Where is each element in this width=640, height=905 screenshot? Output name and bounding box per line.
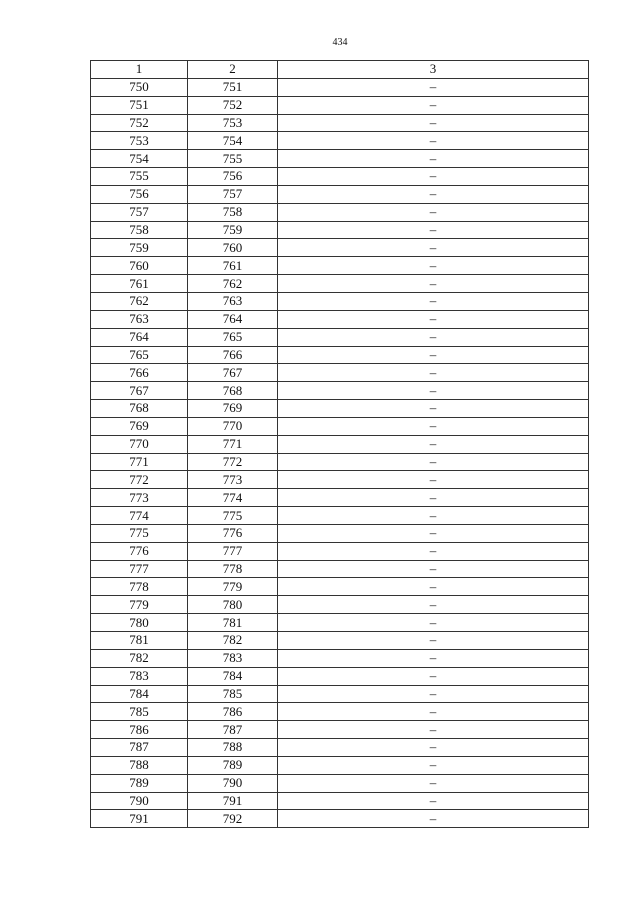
table-row — [91, 168, 589, 186]
table-row — [91, 810, 589, 828]
table-cell-col-1: 771 — [91, 453, 188, 471]
table-cell-col-3: – — [278, 810, 589, 828]
table-cell-col-2: 757 — [188, 185, 278, 203]
table-cell-col-2: 780 — [188, 596, 278, 614]
table-cell-col-1: 787 — [91, 739, 188, 757]
table-row — [91, 596, 589, 614]
table-cell-col-3: – — [278, 168, 589, 186]
table-cell-col-3: – — [278, 560, 589, 578]
table-header — [91, 61, 589, 79]
table-cell-col-3: – — [278, 489, 589, 507]
table-row — [91, 78, 589, 96]
table-cell-col-2: 753 — [188, 114, 278, 132]
table-cell-col-1: 753 — [91, 132, 188, 150]
table-row — [91, 150, 589, 168]
table-cell-col-2: 789 — [188, 756, 278, 774]
table-row — [91, 221, 589, 239]
table-row — [91, 489, 589, 507]
table-cell-col-2: 774 — [188, 489, 278, 507]
table-cell-col-2: 764 — [188, 310, 278, 328]
table-body — [91, 78, 589, 827]
table-row — [91, 739, 589, 757]
table-cell-col-1: 789 — [91, 774, 188, 792]
table-cell-col-2: 766 — [188, 346, 278, 364]
table-cell-col-3: – — [278, 400, 589, 418]
table-cell-col-2: 762 — [188, 275, 278, 293]
table-cell-col-1: 780 — [91, 614, 188, 632]
table-row — [91, 649, 589, 667]
table-cell-col-3: – — [278, 364, 589, 382]
table-row — [91, 667, 589, 685]
table-cell-col-3: – — [278, 632, 589, 650]
table-cell-col-1: 777 — [91, 560, 188, 578]
table-cell-col-3: – — [278, 203, 589, 221]
table-cell-col-3: – — [278, 382, 589, 400]
table-cell-col-1: 791 — [91, 810, 188, 828]
table-row — [91, 703, 589, 721]
table-cell-col-1: 785 — [91, 703, 188, 721]
table-cell-col-3: – — [278, 721, 589, 739]
table-cell-col-3: – — [278, 596, 589, 614]
table-cell-col-1: 770 — [91, 435, 188, 453]
table-row — [91, 453, 589, 471]
table-cell-col-3: – — [278, 739, 589, 757]
table-cell-col-1: 779 — [91, 596, 188, 614]
table-cell-col-2: 791 — [188, 792, 278, 810]
table-cell-col-3: – — [278, 221, 589, 239]
table-row — [91, 792, 589, 810]
table-cell-col-1: 755 — [91, 168, 188, 186]
table-cell-col-3: – — [278, 96, 589, 114]
table-cell-col-2: 788 — [188, 739, 278, 757]
table-cell-col-1: 756 — [91, 185, 188, 203]
table-cell-col-1: 757 — [91, 203, 188, 221]
table-row — [91, 292, 589, 310]
table-cell-col-1: 778 — [91, 578, 188, 596]
table-row — [91, 721, 589, 739]
page-number: 434 — [332, 37, 348, 48]
table-cell-col-2: 782 — [188, 632, 278, 650]
table-cell-col-2: 768 — [188, 382, 278, 400]
table-cell-col-2: 760 — [188, 239, 278, 257]
table-cell-col-3: – — [278, 417, 589, 435]
table-cell-col-3: – — [278, 114, 589, 132]
table-cell-col-2: 771 — [188, 435, 278, 453]
table-cell-col-3: – — [278, 310, 589, 328]
table-cell-col-3: – — [278, 453, 589, 471]
table-cell-col-1: 752 — [91, 114, 188, 132]
table-row — [91, 185, 589, 203]
table-row — [91, 507, 589, 525]
table-row — [91, 632, 589, 650]
table-cell-col-2: 752 — [188, 96, 278, 114]
table-cell-col-1: 783 — [91, 667, 188, 685]
table-cell-col-2: 787 — [188, 721, 278, 739]
table-row — [91, 203, 589, 221]
table-cell-col-2: 761 — [188, 257, 278, 275]
table-row — [91, 435, 589, 453]
table-cell-col-2: 792 — [188, 810, 278, 828]
table-cell-col-2: 779 — [188, 578, 278, 596]
table-cell-col-2: 769 — [188, 400, 278, 418]
table-cell-col-2: 772 — [188, 453, 278, 471]
table-cell-col-3: – — [278, 257, 589, 275]
table-cell-col-2: 751 — [188, 78, 278, 96]
table-cell-col-1: 768 — [91, 400, 188, 418]
table-cell-col-3: – — [278, 667, 589, 685]
table-cell-col-1: 754 — [91, 150, 188, 168]
table-row — [91, 96, 589, 114]
column-header-2: 2 — [188, 61, 278, 79]
table-cell-col-2: 790 — [188, 774, 278, 792]
table-cell-col-1: 776 — [91, 542, 188, 560]
table-cell-col-3: – — [278, 578, 589, 596]
table-cell-col-2: 786 — [188, 703, 278, 721]
table-row — [91, 346, 589, 364]
table-cell-col-2: 776 — [188, 524, 278, 542]
table-cell-col-1: 769 — [91, 417, 188, 435]
table-cell-col-3: – — [278, 185, 589, 203]
table-row — [91, 524, 589, 542]
table-cell-col-1: 764 — [91, 328, 188, 346]
table-cell-col-3: – — [278, 524, 589, 542]
table-row — [91, 685, 589, 703]
table-cell-col-1: 781 — [91, 632, 188, 650]
table-cell-col-3: – — [278, 150, 589, 168]
table-cell-col-3: – — [278, 614, 589, 632]
table-cell-col-1: 788 — [91, 756, 188, 774]
table-cell-col-1: 760 — [91, 257, 188, 275]
column-header-3: 3 — [278, 61, 589, 79]
table-cell-col-3: – — [278, 792, 589, 810]
table-cell-col-3: – — [278, 292, 589, 310]
table-cell-col-2: 783 — [188, 649, 278, 667]
table-cell-col-2: 777 — [188, 542, 278, 560]
table-cell-col-2: 773 — [188, 471, 278, 489]
table-cell-col-3: – — [278, 471, 589, 489]
table-row — [91, 774, 589, 792]
table-row — [91, 239, 589, 257]
table-row — [91, 275, 589, 293]
table-cell-col-1: 775 — [91, 524, 188, 542]
table-cell-col-1: 767 — [91, 382, 188, 400]
table-cell-col-3: – — [278, 346, 589, 364]
table-cell-col-1: 772 — [91, 471, 188, 489]
table-cell-col-1: 758 — [91, 221, 188, 239]
table-cell-col-2: 785 — [188, 685, 278, 703]
table-cell-col-3: – — [278, 542, 589, 560]
table-cell-col-3: – — [278, 78, 589, 96]
table-cell-col-2: 754 — [188, 132, 278, 150]
header-row — [91, 61, 589, 79]
table-cell-col-1: 774 — [91, 507, 188, 525]
data-table — [90, 60, 589, 828]
table-cell-col-1: 761 — [91, 275, 188, 293]
table-cell-col-1: 765 — [91, 346, 188, 364]
table-row — [91, 310, 589, 328]
table-cell-col-2: 758 — [188, 203, 278, 221]
table-cell-col-3: – — [278, 328, 589, 346]
table-cell-col-2: 770 — [188, 417, 278, 435]
table-cell-col-1: 766 — [91, 364, 188, 382]
table-cell-col-1: 759 — [91, 239, 188, 257]
table-cell-col-1: 750 — [91, 78, 188, 96]
table-cell-col-1: 751 — [91, 96, 188, 114]
table-cell-col-3: – — [278, 703, 589, 721]
table-row — [91, 578, 589, 596]
table-cell-col-3: – — [278, 756, 589, 774]
table-cell-col-1: 773 — [91, 489, 188, 507]
table-row — [91, 542, 589, 560]
table-cell-col-2: 755 — [188, 150, 278, 168]
table-cell-col-2: 756 — [188, 168, 278, 186]
table-row — [91, 257, 589, 275]
column-header-1: 1 — [91, 61, 188, 79]
table-cell-col-3: – — [278, 435, 589, 453]
table-cell-col-2: 767 — [188, 364, 278, 382]
table-cell-col-3: – — [278, 649, 589, 667]
table-row — [91, 471, 589, 489]
table-cell-col-2: 781 — [188, 614, 278, 632]
table-cell-col-2: 778 — [188, 560, 278, 578]
table-row — [91, 382, 589, 400]
table-cell-col-1: 762 — [91, 292, 188, 310]
table-row — [91, 417, 589, 435]
table-row — [91, 614, 589, 632]
table-cell-col-3: – — [278, 275, 589, 293]
table-row — [91, 400, 589, 418]
table-cell-col-3: – — [278, 685, 589, 703]
table-cell-col-1: 763 — [91, 310, 188, 328]
table-row — [91, 114, 589, 132]
table-row — [91, 132, 589, 150]
table-row — [91, 756, 589, 774]
table-row — [91, 328, 589, 346]
table-cell-col-1: 790 — [91, 792, 188, 810]
table-cell-col-1: 786 — [91, 721, 188, 739]
table-row — [91, 560, 589, 578]
table-cell-col-2: 759 — [188, 221, 278, 239]
table-row — [91, 364, 589, 382]
table-cell-col-2: 763 — [188, 292, 278, 310]
table-cell-col-2: 765 — [188, 328, 278, 346]
table-cell-col-2: 784 — [188, 667, 278, 685]
table-cell-col-3: – — [278, 774, 589, 792]
table-cell-col-1: 782 — [91, 649, 188, 667]
table-cell-col-3: – — [278, 239, 589, 257]
table-cell-col-1: 784 — [91, 685, 188, 703]
table-cell-col-3: – — [278, 507, 589, 525]
table-cell-col-2: 775 — [188, 507, 278, 525]
table-cell-col-3: – — [278, 132, 589, 150]
